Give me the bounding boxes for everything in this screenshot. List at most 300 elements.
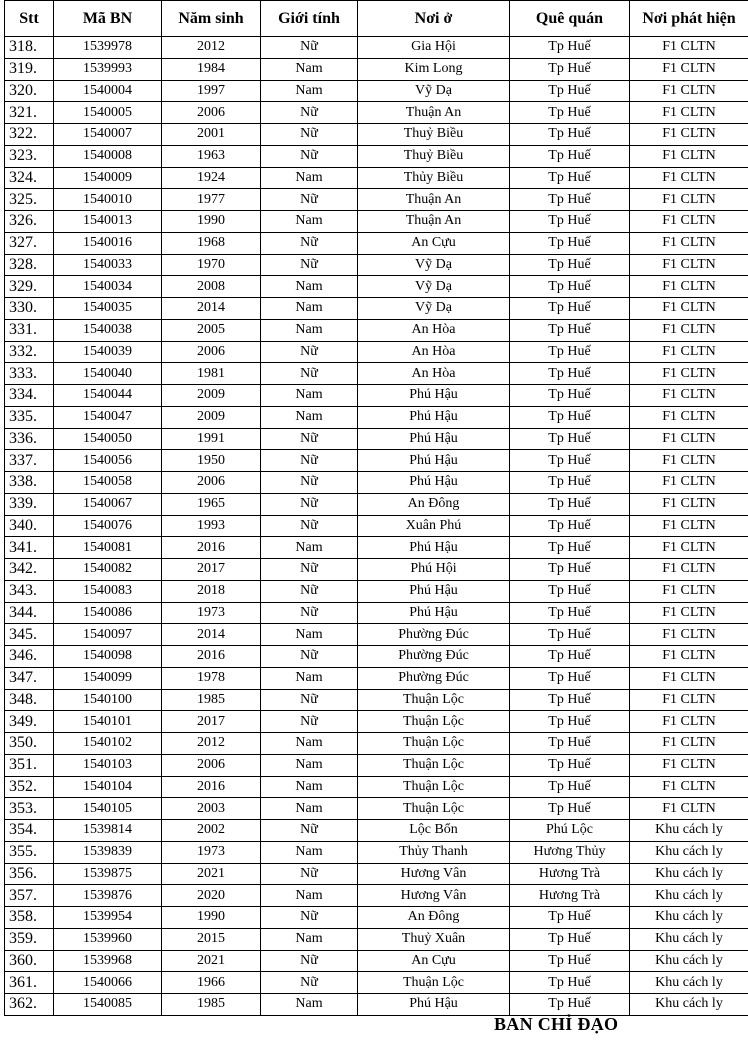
residence-cell: Thủy Biều: [358, 167, 510, 189]
table-row: [5, 798, 748, 820]
detection-place-cell: F1 CLTN: [630, 580, 748, 602]
stt-cell: 342.: [5, 559, 54, 581]
birth-year-cell: 2014: [162, 624, 261, 646]
stt-cell: 328.: [5, 254, 54, 276]
stt-cell: 338.: [5, 472, 54, 494]
table-body: [5, 37, 748, 1016]
detection-place-cell: Khu cách ly: [630, 972, 748, 994]
detection-place-cell: F1 CLTN: [630, 667, 748, 689]
stt-cell: 326.: [5, 211, 54, 233]
patient-id-cell: 1540008: [54, 145, 162, 167]
birth-year-cell: 2017: [162, 711, 261, 733]
gender-cell: Nữ: [261, 189, 358, 211]
patient-id-cell: 1540099: [54, 667, 162, 689]
hometown-cell: Tp Huế: [510, 385, 630, 407]
hometown-cell: Tp Huế: [510, 124, 630, 146]
table-row: [5, 624, 748, 646]
stt-cell: 340.: [5, 515, 54, 537]
table-row: [5, 537, 748, 559]
residence-cell: Phú Hội: [358, 559, 510, 581]
birth-year-cell: 1985: [162, 689, 261, 711]
detection-place-cell: F1 CLTN: [630, 754, 748, 776]
stt-cell: 336.: [5, 428, 54, 450]
residence-cell: Phú Hậu: [358, 385, 510, 407]
column-header-residence: Nơi ở: [358, 1, 510, 37]
hometown-cell: Hương Trà: [510, 863, 630, 885]
hometown-cell: Tp Huế: [510, 450, 630, 472]
gender-cell: Nữ: [261, 559, 358, 581]
stt-cell: 335.: [5, 406, 54, 428]
table-row: [5, 994, 748, 1016]
residence-cell: Thuỷ Xuân: [358, 928, 510, 950]
gender-cell: Nam: [261, 667, 358, 689]
table-row: [5, 276, 748, 298]
gender-cell: Nam: [261, 928, 358, 950]
gender-cell: Nữ: [261, 450, 358, 472]
table-row: [5, 559, 748, 581]
gender-cell: Nữ: [261, 102, 358, 124]
gender-cell: Nữ: [261, 145, 358, 167]
birth-year-cell: 1990: [162, 211, 261, 233]
birth-year-cell: 1993: [162, 515, 261, 537]
hometown-cell: Tp Huế: [510, 602, 630, 624]
residence-cell: Thuận Lộc: [358, 754, 510, 776]
gender-cell: Nữ: [261, 863, 358, 885]
patient-id-cell: 1540101: [54, 711, 162, 733]
column-header-gender: Giới tính: [261, 1, 358, 37]
residence-cell: Vỹ Dạ: [358, 276, 510, 298]
hometown-cell: Tp Huế: [510, 406, 630, 428]
stt-cell: 362.: [5, 994, 54, 1016]
hometown-cell: Tp Huế: [510, 341, 630, 363]
stt-cell: 357.: [5, 885, 54, 907]
gender-cell: Nam: [261, 841, 358, 863]
patient-id-cell: 1540102: [54, 733, 162, 755]
patient-table: [4, 0, 748, 1016]
patient-id-cell: 1540050: [54, 428, 162, 450]
table-row: [5, 907, 748, 929]
birth-year-cell: 2021: [162, 950, 261, 972]
gender-cell: Nam: [261, 385, 358, 407]
detection-place-cell: Khu cách ly: [630, 820, 748, 842]
patient-id-cell: 1540005: [54, 102, 162, 124]
detection-place-cell: F1 CLTN: [630, 341, 748, 363]
patient-id-cell: 1540004: [54, 80, 162, 102]
stt-cell: 361.: [5, 972, 54, 994]
table-row: [5, 646, 748, 668]
birth-year-cell: 2016: [162, 776, 261, 798]
patient-id-cell: 1540047: [54, 406, 162, 428]
residence-cell: Hương Vân: [358, 885, 510, 907]
birth-year-cell: 2009: [162, 406, 261, 428]
table-row: [5, 950, 748, 972]
residence-cell: Hương Vân: [358, 863, 510, 885]
patient-id-cell: 1540007: [54, 124, 162, 146]
stt-cell: 352.: [5, 776, 54, 798]
birth-year-cell: 1924: [162, 167, 261, 189]
residence-cell: Thủy Thanh: [358, 841, 510, 863]
table-row: [5, 363, 748, 385]
patient-id-cell: 1540066: [54, 972, 162, 994]
gender-cell: Nam: [261, 298, 358, 320]
birth-year-cell: 2018: [162, 580, 261, 602]
detection-place-cell: Khu cách ly: [630, 928, 748, 950]
birth-year-cell: 2003: [162, 798, 261, 820]
hometown-cell: Tp Huế: [510, 624, 630, 646]
hometown-cell: Tp Huế: [510, 580, 630, 602]
hometown-cell: Tp Huế: [510, 994, 630, 1016]
hometown-cell: Tp Huế: [510, 254, 630, 276]
residence-cell: Xuân Phú: [358, 515, 510, 537]
stt-cell: 360.: [5, 950, 54, 972]
hometown-cell: Tp Huế: [510, 472, 630, 494]
hometown-cell: Tp Huế: [510, 776, 630, 798]
table-row: [5, 211, 748, 233]
birth-year-cell: 2001: [162, 124, 261, 146]
gender-cell: Nam: [261, 319, 358, 341]
birth-year-cell: 2006: [162, 341, 261, 363]
patient-id-cell: 1540067: [54, 493, 162, 515]
stt-cell: 333.: [5, 363, 54, 385]
stt-cell: 359.: [5, 928, 54, 950]
patient-id-cell: 1540058: [54, 472, 162, 494]
birth-year-cell: 1991: [162, 428, 261, 450]
birth-year-cell: 2005: [162, 319, 261, 341]
hometown-cell: Tp Huế: [510, 972, 630, 994]
hometown-cell: Tp Huế: [510, 689, 630, 711]
birth-year-cell: 2015: [162, 928, 261, 950]
gender-cell: Nữ: [261, 646, 358, 668]
birth-year-cell: 1978: [162, 667, 261, 689]
stt-cell: 321.: [5, 102, 54, 124]
patient-list-sheet: [4, 0, 748, 1016]
gender-cell: Nam: [261, 406, 358, 428]
residence-cell: An Hòa: [358, 341, 510, 363]
detection-place-cell: F1 CLTN: [630, 515, 748, 537]
residence-cell: Phú Hậu: [358, 428, 510, 450]
hometown-cell: Tp Huế: [510, 646, 630, 668]
table-row: [5, 450, 748, 472]
detection-place-cell: F1 CLTN: [630, 58, 748, 80]
signature-title: BAN CHỈ ĐẠO: [494, 1014, 619, 1034]
detection-place-cell: F1 CLTN: [630, 385, 748, 407]
gender-cell: Nữ: [261, 950, 358, 972]
gender-cell: Nữ: [261, 493, 358, 515]
residence-cell: Phú Hậu: [358, 602, 510, 624]
detection-place-cell: Khu cách ly: [630, 863, 748, 885]
detection-place-cell: F1 CLTN: [630, 189, 748, 211]
residence-cell: Vỹ Dạ: [358, 298, 510, 320]
residence-cell: Vỹ Dạ: [358, 80, 510, 102]
patient-id-cell: 1540105: [54, 798, 162, 820]
birth-year-cell: 2002: [162, 820, 261, 842]
table-row: [5, 341, 748, 363]
gender-cell: Nữ: [261, 689, 358, 711]
birth-year-cell: 1973: [162, 602, 261, 624]
patient-id-cell: 1539960: [54, 928, 162, 950]
column-header-stt: Stt: [5, 1, 54, 37]
patient-id-cell: 1540083: [54, 580, 162, 602]
column-header-patient-id: Mã BN: [54, 1, 162, 37]
stt-cell: 358.: [5, 907, 54, 929]
detection-place-cell: F1 CLTN: [630, 232, 748, 254]
detection-place-cell: F1 CLTN: [630, 363, 748, 385]
hometown-cell: Hương Thủy: [510, 841, 630, 863]
detection-place-cell: F1 CLTN: [630, 602, 748, 624]
hometown-cell: Tp Huế: [510, 232, 630, 254]
birth-year-cell: 1984: [162, 58, 261, 80]
birth-year-cell: 1963: [162, 145, 261, 167]
table-row: [5, 733, 748, 755]
table-row: [5, 80, 748, 102]
stt-cell: 341.: [5, 537, 54, 559]
birth-year-cell: 2020: [162, 885, 261, 907]
hometown-cell: Tp Huế: [510, 667, 630, 689]
birth-year-cell: 1997: [162, 80, 261, 102]
detection-place-cell: F1 CLTN: [630, 276, 748, 298]
patient-id-cell: 1540034: [54, 276, 162, 298]
detection-place-cell: F1 CLTN: [630, 646, 748, 668]
table-row: [5, 232, 748, 254]
hometown-cell: Tp Huế: [510, 211, 630, 233]
birth-year-cell: 1973: [162, 841, 261, 863]
detection-place-cell: F1 CLTN: [630, 798, 748, 820]
stt-cell: 355.: [5, 841, 54, 863]
residence-cell: Thuận An: [358, 211, 510, 233]
stt-cell: 325.: [5, 189, 54, 211]
residence-cell: Phú Hậu: [358, 580, 510, 602]
patient-id-cell: 1540085: [54, 994, 162, 1016]
table-row: [5, 145, 748, 167]
patient-id-cell: 1540098: [54, 646, 162, 668]
table-row: [5, 167, 748, 189]
stt-cell: 337.: [5, 450, 54, 472]
hometown-cell: Tp Huế: [510, 80, 630, 102]
stt-cell: 332.: [5, 341, 54, 363]
gender-cell: Nam: [261, 276, 358, 298]
column-header-detection-place: Nơi phát hiện: [630, 1, 748, 37]
residence-cell: An Hòa: [358, 363, 510, 385]
detection-place-cell: F1 CLTN: [630, 428, 748, 450]
residence-cell: Thuận An: [358, 189, 510, 211]
hometown-cell: Tp Huế: [510, 493, 630, 515]
birth-year-cell: 2014: [162, 298, 261, 320]
birth-year-cell: 1966: [162, 972, 261, 994]
birth-year-cell: 2012: [162, 37, 261, 59]
table-row: [5, 885, 748, 907]
hometown-cell: Hương Trà: [510, 885, 630, 907]
gender-cell: Nữ: [261, 907, 358, 929]
detection-place-cell: F1 CLTN: [630, 472, 748, 494]
residence-cell: Thuận Lộc: [358, 711, 510, 733]
birth-year-cell: 1985: [162, 994, 261, 1016]
patient-id-cell: 1540040: [54, 363, 162, 385]
column-header-birth-year: Năm sinh: [162, 1, 261, 37]
hometown-cell: Tp Huế: [510, 189, 630, 211]
detection-place-cell: Khu cách ly: [630, 950, 748, 972]
residence-cell: Kim Long: [358, 58, 510, 80]
detection-place-cell: F1 CLTN: [630, 537, 748, 559]
residence-cell: Phường Đúc: [358, 624, 510, 646]
detection-place-cell: F1 CLTN: [630, 37, 748, 59]
table-row: [5, 972, 748, 994]
hometown-cell: Tp Huế: [510, 276, 630, 298]
hometown-cell: Tp Huế: [510, 798, 630, 820]
gender-cell: Nam: [261, 537, 358, 559]
gender-cell: Nam: [261, 776, 358, 798]
table-row: [5, 472, 748, 494]
stt-cell: 353.: [5, 798, 54, 820]
gender-cell: Nam: [261, 58, 358, 80]
gender-cell: Nam: [261, 798, 358, 820]
detection-place-cell: F1 CLTN: [630, 689, 748, 711]
birth-year-cell: 2006: [162, 102, 261, 124]
gender-cell: Nữ: [261, 363, 358, 385]
patient-id-cell: 1539993: [54, 58, 162, 80]
detection-place-cell: F1 CLTN: [630, 102, 748, 124]
table-row: [5, 124, 748, 146]
stt-cell: 322.: [5, 124, 54, 146]
gender-cell: Nam: [261, 80, 358, 102]
patient-id-cell: 1540104: [54, 776, 162, 798]
residence-cell: An Hòa: [358, 319, 510, 341]
gender-cell: Nữ: [261, 37, 358, 59]
table-row: [5, 254, 748, 276]
stt-cell: 345.: [5, 624, 54, 646]
table-row: [5, 428, 748, 450]
gender-cell: Nữ: [261, 820, 358, 842]
birth-year-cell: 2017: [162, 559, 261, 581]
patient-id-cell: 1540013: [54, 211, 162, 233]
table-row: [5, 189, 748, 211]
gender-cell: Nam: [261, 754, 358, 776]
table-row: [5, 493, 748, 515]
patient-id-cell: 1539814: [54, 820, 162, 842]
gender-cell: Nam: [261, 167, 358, 189]
patient-id-cell: 1540035: [54, 298, 162, 320]
gender-cell: Nam: [261, 885, 358, 907]
birth-year-cell: 2016: [162, 537, 261, 559]
table-row: [5, 667, 748, 689]
stt-cell: 331.: [5, 319, 54, 341]
table-row: [5, 776, 748, 798]
table-row: [5, 689, 748, 711]
stt-cell: 339.: [5, 493, 54, 515]
residence-cell: Thuận Lộc: [358, 689, 510, 711]
stt-cell: 344.: [5, 602, 54, 624]
patient-id-cell: 1540097: [54, 624, 162, 646]
hometown-cell: Tp Huế: [510, 145, 630, 167]
hometown-cell: Tp Huế: [510, 58, 630, 80]
stt-cell: 346.: [5, 646, 54, 668]
birth-year-cell: 1977: [162, 189, 261, 211]
gender-cell: Nữ: [261, 341, 358, 363]
stt-cell: 351.: [5, 754, 54, 776]
patient-id-cell: 1539839: [54, 841, 162, 863]
stt-cell: 327.: [5, 232, 54, 254]
gender-cell: Nữ: [261, 972, 358, 994]
patient-id-cell: 1540076: [54, 515, 162, 537]
table-row: [5, 319, 748, 341]
birth-year-cell: 1950: [162, 450, 261, 472]
residence-cell: Phú Hậu: [358, 537, 510, 559]
detection-place-cell: F1 CLTN: [630, 254, 748, 276]
stt-cell: 318.: [5, 37, 54, 59]
residence-cell: Phú Hậu: [358, 994, 510, 1016]
hometown-cell: Tp Huế: [510, 754, 630, 776]
residence-cell: Lộc Bổn: [358, 820, 510, 842]
table-row: [5, 863, 748, 885]
patient-id-cell: 1540100: [54, 689, 162, 711]
table-row: [5, 406, 748, 428]
hometown-cell: Tp Huế: [510, 733, 630, 755]
detection-place-cell: F1 CLTN: [630, 124, 748, 146]
residence-cell: Thuỷ Biều: [358, 145, 510, 167]
gender-cell: Nam: [261, 733, 358, 755]
table-header-row: [5, 1, 748, 37]
birth-year-cell: 1970: [162, 254, 261, 276]
residence-cell: An Cựu: [358, 950, 510, 972]
birth-year-cell: 2009: [162, 385, 261, 407]
patient-id-cell: 1540081: [54, 537, 162, 559]
gender-cell: Nam: [261, 211, 358, 233]
patient-id-cell: 1539876: [54, 885, 162, 907]
residence-cell: An Cựu: [358, 232, 510, 254]
hometown-cell: Tp Huế: [510, 167, 630, 189]
detection-place-cell: Khu cách ly: [630, 885, 748, 907]
birth-year-cell: 1968: [162, 232, 261, 254]
gender-cell: Nam: [261, 994, 358, 1016]
patient-id-cell: 1540082: [54, 559, 162, 581]
table-row: [5, 841, 748, 863]
patient-id-cell: 1540039: [54, 341, 162, 363]
gender-cell: Nữ: [261, 580, 358, 602]
detection-place-cell: F1 CLTN: [630, 406, 748, 428]
stt-cell: 329.: [5, 276, 54, 298]
table-row: [5, 928, 748, 950]
stt-cell: 330.: [5, 298, 54, 320]
table-row: [5, 754, 748, 776]
gender-cell: Nữ: [261, 254, 358, 276]
table-row: [5, 580, 748, 602]
birth-year-cell: 2016: [162, 646, 261, 668]
residence-cell: An Đông: [358, 493, 510, 515]
gender-cell: Nữ: [261, 711, 358, 733]
stt-cell: 323.: [5, 145, 54, 167]
patient-id-cell: 1540086: [54, 602, 162, 624]
hometown-cell: Phú Lộc: [510, 820, 630, 842]
residence-cell: Phú Hậu: [358, 406, 510, 428]
birth-year-cell: 2006: [162, 472, 261, 494]
hometown-cell: Tp Huế: [510, 907, 630, 929]
hometown-cell: Tp Huế: [510, 950, 630, 972]
hometown-cell: Tp Huế: [510, 711, 630, 733]
birth-year-cell: 1990: [162, 907, 261, 929]
column-header-hometown: Quê quán: [510, 1, 630, 37]
stt-cell: 320.: [5, 80, 54, 102]
residence-cell: Thuỷ Biều: [358, 124, 510, 146]
stt-cell: 349.: [5, 711, 54, 733]
patient-id-cell: 1540010: [54, 189, 162, 211]
detection-place-cell: F1 CLTN: [630, 559, 748, 581]
birth-year-cell: 2012: [162, 733, 261, 755]
hometown-cell: Tp Huế: [510, 515, 630, 537]
residence-cell: Thuận Lộc: [358, 733, 510, 755]
table-row: [5, 385, 748, 407]
patient-id-cell: 1540056: [54, 450, 162, 472]
table-row: [5, 711, 748, 733]
residence-cell: Thuận Lộc: [358, 798, 510, 820]
